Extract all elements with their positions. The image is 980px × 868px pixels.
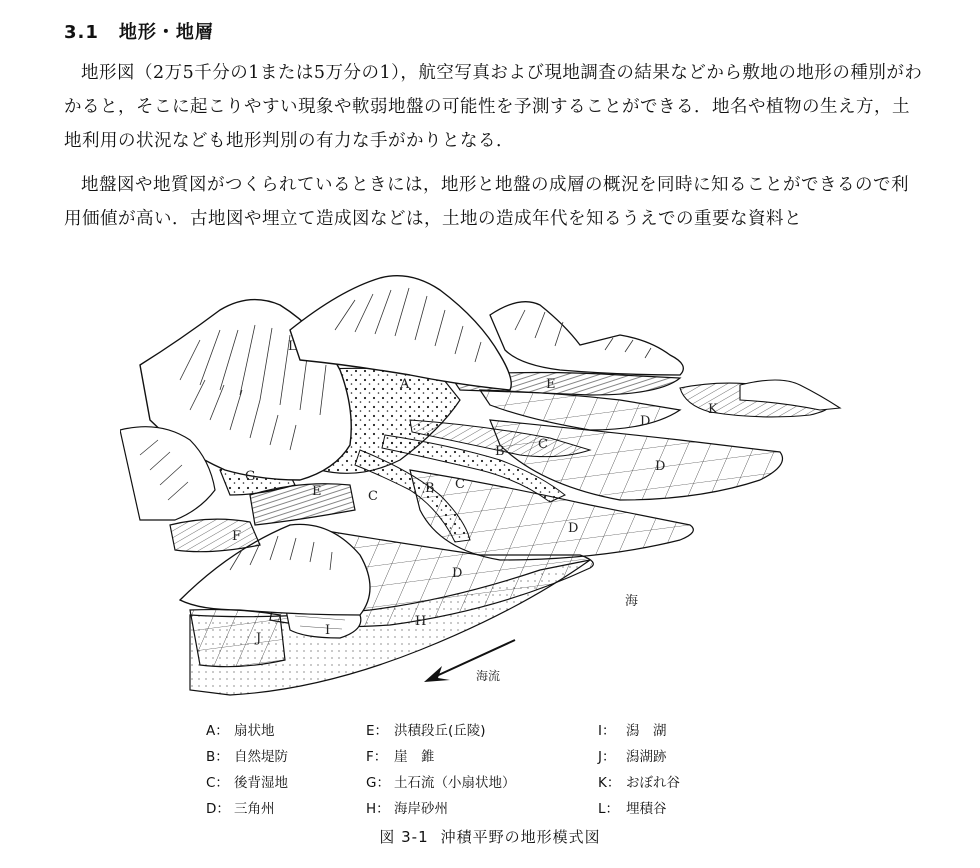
figure-title: 沖積平野の地形模式図 [440,828,601,846]
figure-caption [0,826,980,847]
label-d-top: D [640,414,651,429]
current-label: 海流 [476,669,501,683]
figure-number: 図 3-1 [379,828,429,846]
section-number: 3.1 [64,22,99,43]
legend-item-h: H： 海岸砂州 [366,801,448,817]
label-i: I [325,623,331,638]
label-b-left: B [425,481,435,496]
label-h: H [415,614,427,629]
label-e-left: E [312,484,322,499]
label-a: A [400,377,410,392]
section-title: 地形・地層 [118,22,214,43]
label-c-right: C [538,437,548,452]
label-j: J [256,631,262,646]
label-g: G [245,469,256,484]
label-d-lower: D [452,566,463,581]
label-f: F [232,529,242,544]
lagoon-trace-j [190,610,285,667]
paragraph-1: 地形図（2万5千分の1または5万分の1），航空写真および現地調査の結果などから敷地の地形の種別がわかると，そこに起こりやすい現象や軟弱地盤の可能性を予測することができる．地名や植物の生え方，土地利用の状況なども地形判別の有力な手がかりとなる． [64,63,923,151]
label-e-top: E [546,377,556,392]
legend-item-a: A： 扇状地 [206,723,275,739]
legend-column-3 [598,718,680,822]
legend-column-2 [366,718,516,822]
talus-f [170,519,260,552]
sea-label: 海 [625,594,639,609]
label-c-mid: C [455,477,465,492]
legend-item-e: E： 洪積段丘(丘陵) [366,723,486,739]
current-arrow [424,640,515,682]
label-b-right: B [495,444,505,459]
legend-item-l: L： 埋積谷 [598,801,667,817]
label-d-middle: D [568,521,579,536]
legend-item-k: K： おぼれ谷 [598,775,680,791]
legend-item-i: I： 潟 湖 [598,723,667,739]
alluvial-plain-diagram [120,270,850,705]
section-heading [64,18,214,44]
legend-item-b: B： 自然堤防 [206,749,288,765]
legend-item-j: J： 潟湖跡 [598,749,667,765]
label-d-right: D [655,459,666,474]
paragraph-2: 地盤図や地質図がつくられているときには，地形と地盤の成層の概況を同時に知ることができるので利用価値が高い．古地図や埋立て造成図などは，土地の造成年代を知るうえでの重要な資料と [64,175,909,229]
legend-item-d: D： 三角州 [206,801,275,817]
label-c-left: C [368,489,378,504]
legend-item-f: F： 崖 錐 [366,749,435,765]
label-k: K [708,402,718,417]
legend-item-g: G： 土石流（小扇状地） [366,775,516,791]
legend-column-1 [206,718,288,822]
right-mountain [490,302,683,375]
legend-item-c: C： 後背湿地 [206,775,288,791]
label-l: L [288,339,297,354]
